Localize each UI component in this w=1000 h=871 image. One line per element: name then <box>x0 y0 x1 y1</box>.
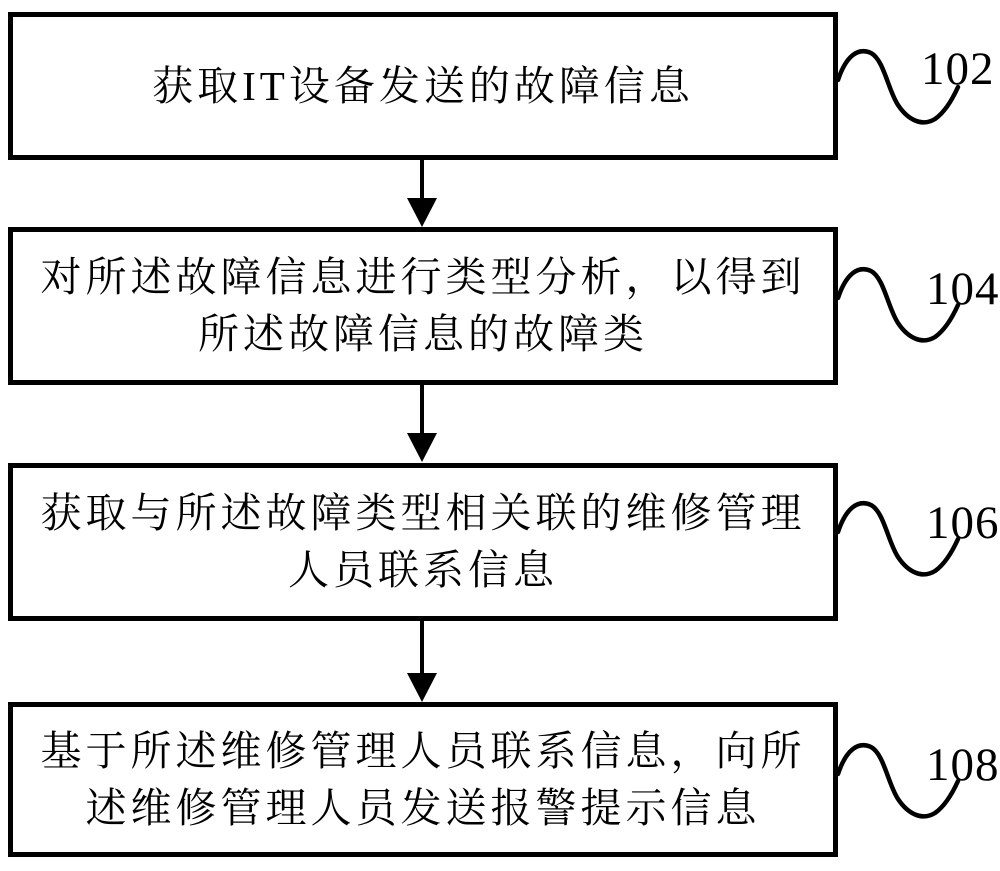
flow-step-box-2 <box>8 227 838 385</box>
flow-arrow-2 <box>407 382 437 462</box>
flow-step-box-4 <box>8 702 838 857</box>
flow-step-3-text-line-2: 人员联系信息 <box>288 547 558 593</box>
flow-arrow-1 <box>407 158 437 227</box>
ref-label-108: 108 <box>926 739 1000 791</box>
flow-step-2-text-line-2: 所述故障信息的故障类 <box>198 311 648 357</box>
ref-label-104: 104 <box>926 263 1000 315</box>
flow-step-box-1 <box>8 12 838 160</box>
flow-step-4-text-line-2: 述维修管理人员发送报警提示信息 <box>85 784 761 831</box>
flow-step-1-text: 获取IT设备发送的故障信息 <box>152 62 694 109</box>
ref-label-106: 106 <box>926 497 1000 549</box>
flow-step-4-text-line-1: 基于所述维修管理人员联系信息，向所 <box>40 727 806 774</box>
flow-step-box-3 <box>8 463 838 621</box>
flow-arrow-3 <box>407 618 437 702</box>
ref-label-102: 102 <box>921 43 995 95</box>
flow-step-2-text-line-1: 对所述故障信息进行类型分析，以得到 <box>40 254 806 300</box>
flow-step-3-text-line-1: 获取与所述故障类型相关联的维修管理 <box>40 490 806 536</box>
